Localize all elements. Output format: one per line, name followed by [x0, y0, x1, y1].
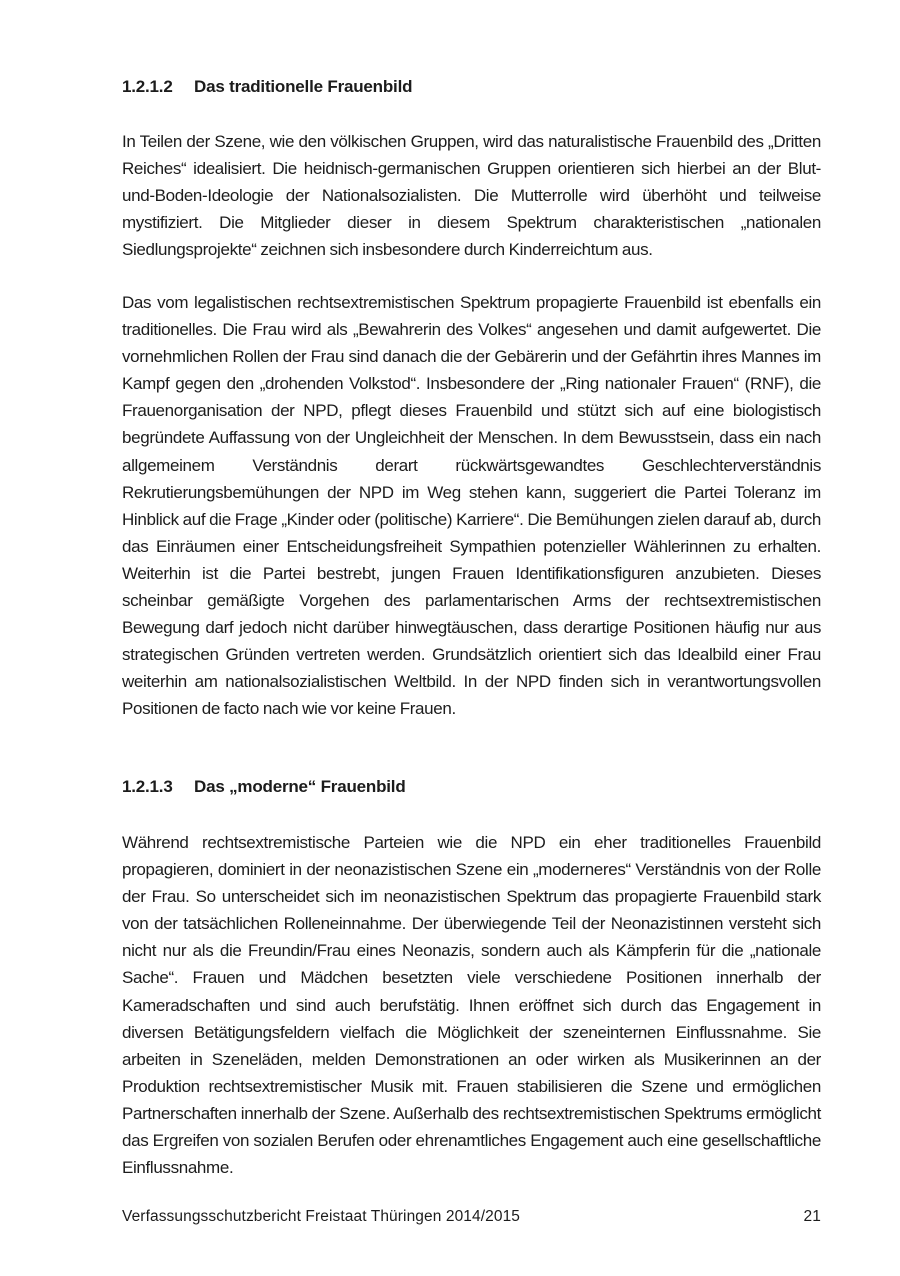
section-title: Das traditionelle Frauenbild: [194, 77, 413, 96]
section-number: 1.2.1.2: [122, 77, 173, 96]
section-number: 1.2.1.3: [122, 777, 173, 796]
section-heading-traditional: [122, 76, 412, 98]
section-title: Das „moderne“ Frauenbild: [194, 777, 406, 796]
page-number: 21: [803, 1208, 821, 1225]
paragraph: Das vom legalistischen rechtsextremistischen Spektrum propagierte Frauenbild ist ebenfalls ein traditionelles. Die Frau wird als „Bewahrerin des Volkes“ angesehen und damit aufgewertet. Die vornehmlichen Rollen der Frau sind danach die der Gebärerin und der Gefährtin ihres Mannes im Kampf gegen den „drohenden Volkstod“. Insbesondere der „Ring nationaler Frauen“ (RNF), die Frauenorganisation der NPD, pflegt dieses Frauenbild und stützt sich auf eine biologistisch begründete Auffassung von der Ungleichheit der Menschen. In dem Bewusstsein, dass ein nach allgemeinem Verständnis derart rückwärtsgewandtes Geschlechterverständnis Rekrutierungsbemühungen der NPD im Weg stehen kann, suggeriert die Partei Toleranz im Hinblick auf die Frage „Kinder oder (politische) Karriere“. Die Bemühungen zielen darauf ab, durch das Einräumen einer Entscheidungsfreiheit Sympathien potenzieller Wählerinnen zu erhalten. Weiterhin ist die Partei bestrebt, jungen Frauen Identifikationsfiguren anzubieten. Dieses scheinbar gemäßigte Vorgehen des parlamentarischen Arms der rechtsextremistischen Bewegung darf jedoch nicht darüber hinwegtäuschen, dass derartige Positionen häufig nur aus strategischen Gründen vertreten werden. Grundsätzlich orientiert sich das Idealbild einer Frau weiterhin am nationalsozialistischen Weltbild. In der NPD finden sich in verantwortungsvollen Positionen de facto nach wie vor keine Frauen.: [122, 293, 821, 719]
footer-source: Verfassungsschutzbericht Freistaat Thüringen 2014/2015: [122, 1208, 521, 1225]
section-heading-modern: [122, 776, 406, 798]
paragraph: In Teilen der Szene, wie den völkischen Gruppen, wird das naturalistische Frauenbild des „Dritten Reiches“ idealisiert. Die heidnisch-germanischen Gruppen orientieren sich hierbei an der Blut-und-Boden-Ideologie der Nationalsozialisten. Die Mutterrolle wird überhöht und teilweise mystifiziert. Die Mitglieder dieser in diesem Spektrum charakteristischen „nationalen Siedlungsprojekte“ zeichnen sich insbesondere durch Kinderreichtum aus.: [122, 132, 821, 260]
paragraph: Während rechtsextremistische Parteien wie die NPD ein eher traditionelles Frauenbild propagieren, dominiert in der neonazistischen Szene ein „moderneres“ Verständnis von der Rolle der Frau. So unterscheidet sich im neonazistischen Spektrum das propagierte Frauenbild stark von der tatsächlichen Rolleneinnahme. Der überwiegende Teil der Neonazistinnen versteht sich nicht nur als die Freundin/Frau eines Neonazis, sondern auch als Kämpferin für die „nationale Sache“. Frauen und Mädchen besetzten viele verschiedene Positionen innerhalb der Kameradschaften und sind auch berufstätig. Ihnen eröffnet sich durch das Engagement in diversen Betätigungsfeldern vielfach die Möglichkeit der szeneinternen Einflussnahme. Sie arbeiten in Szeneläden, melden Demonstrationen an oder wirken als Musikerinnen an der Produktion rechtsextremistischer Musik mit. Frauen stabilisieren die Szene und ermöglichen Partnerschaften innerhalb der Szene. Außerhalb des rechtsextremistischen Spektrums ermöglicht das Ergreifen von sozialen Berufen oder ehrenamtliches Engagement auch eine gesellschaftliche Einflussnahme.: [122, 833, 821, 1178]
